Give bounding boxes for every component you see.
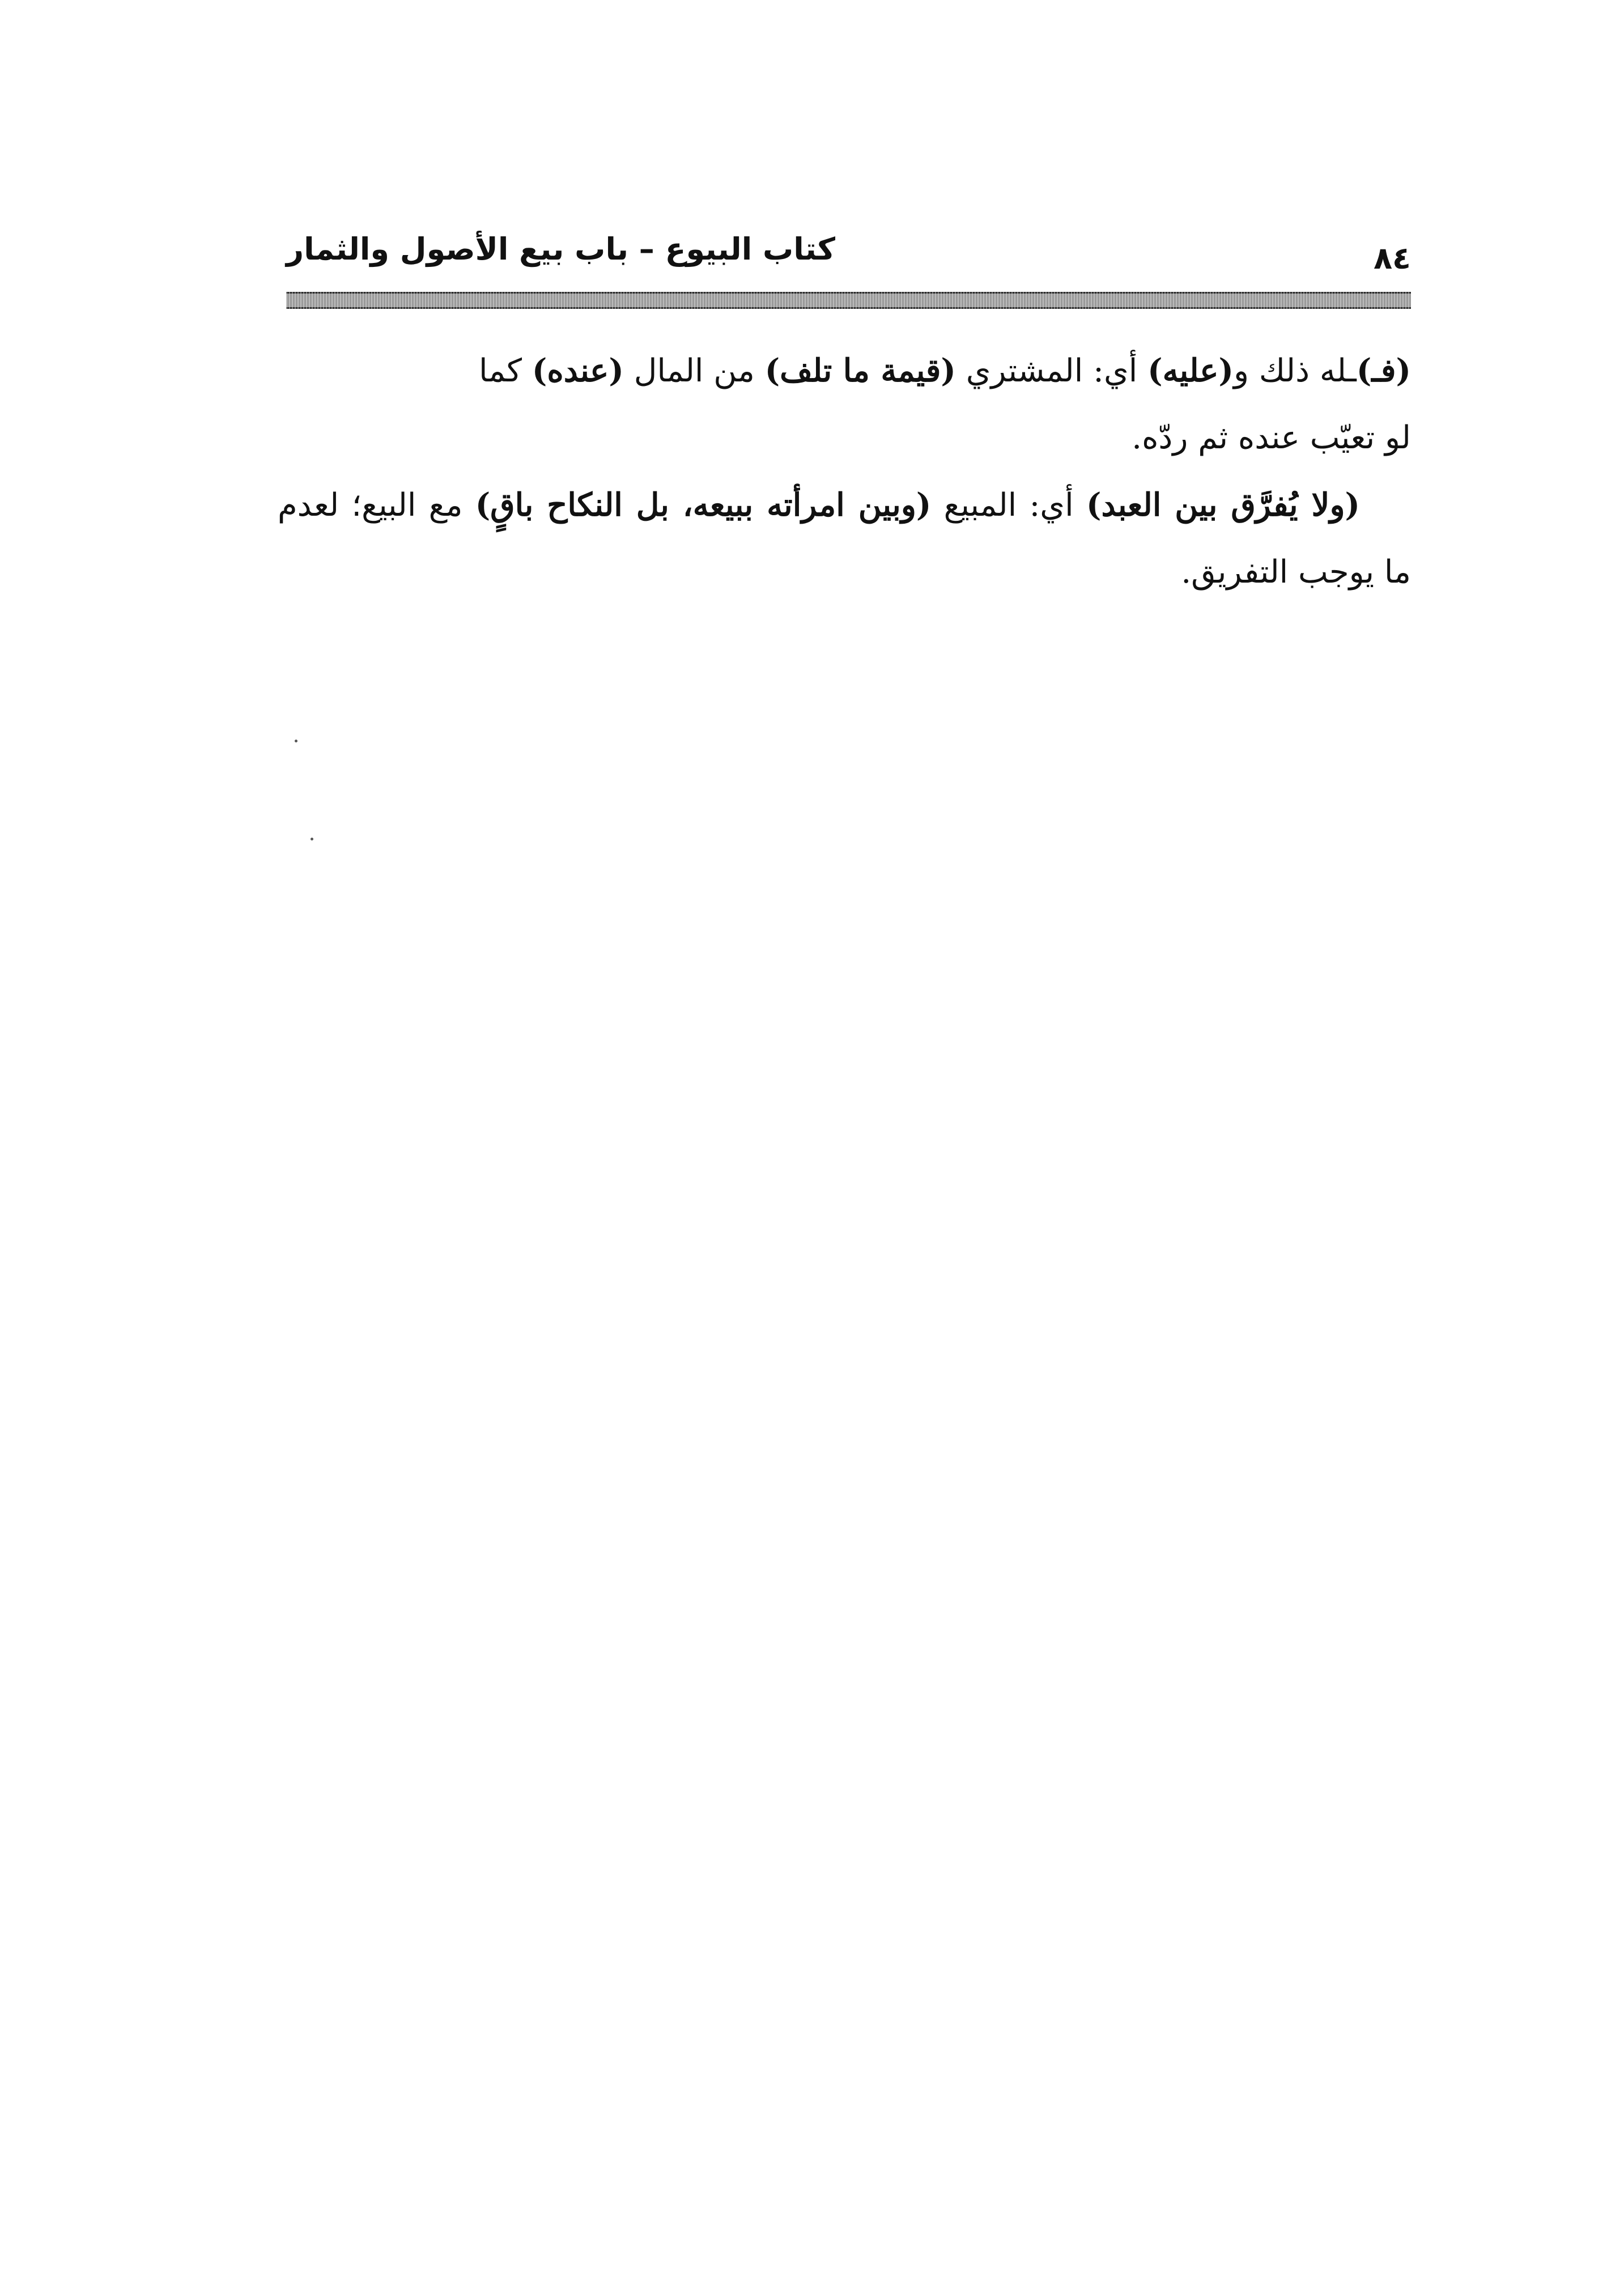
running-header [286,227,1411,276]
scan-speck [311,838,313,840]
commentary-text: ـله ذلك و [1234,353,1357,389]
commentary-text: مع البيع؛ لعدم ما يوجب التفريق. [278,487,1411,591]
scan-speck [295,740,297,742]
matn-text: (وبين امرأته ببيعه، بل النكاح باقٍ) [475,486,932,524]
commentary-text: لو تعيّب عنده ثم ردّه. [1132,419,1411,456]
body-text [278,337,1411,606]
page-number: ٨٤ [1374,240,1411,276]
matn-text: (ولا يُفرَّق بين العبد) [1086,486,1361,524]
matn-text: (عليه) [1147,352,1234,389]
commentary-text: أي: المشتري [955,353,1148,389]
matn-text: (عنده) [532,352,624,389]
paragraph-1 [278,337,1411,472]
commentary-text: أي: المبيع [931,487,1086,524]
commentary-text: كما [478,353,532,389]
matn-text: (فـ) [1356,352,1411,389]
commentary-text: من المال [623,353,765,389]
header-rule [286,292,1411,309]
paragraph-2 [278,472,1411,606]
header-title: كتاب البيوع – باب بيع الأصول والثمار [286,231,835,267]
matn-text: (قيمة ما تلف) [764,352,956,389]
